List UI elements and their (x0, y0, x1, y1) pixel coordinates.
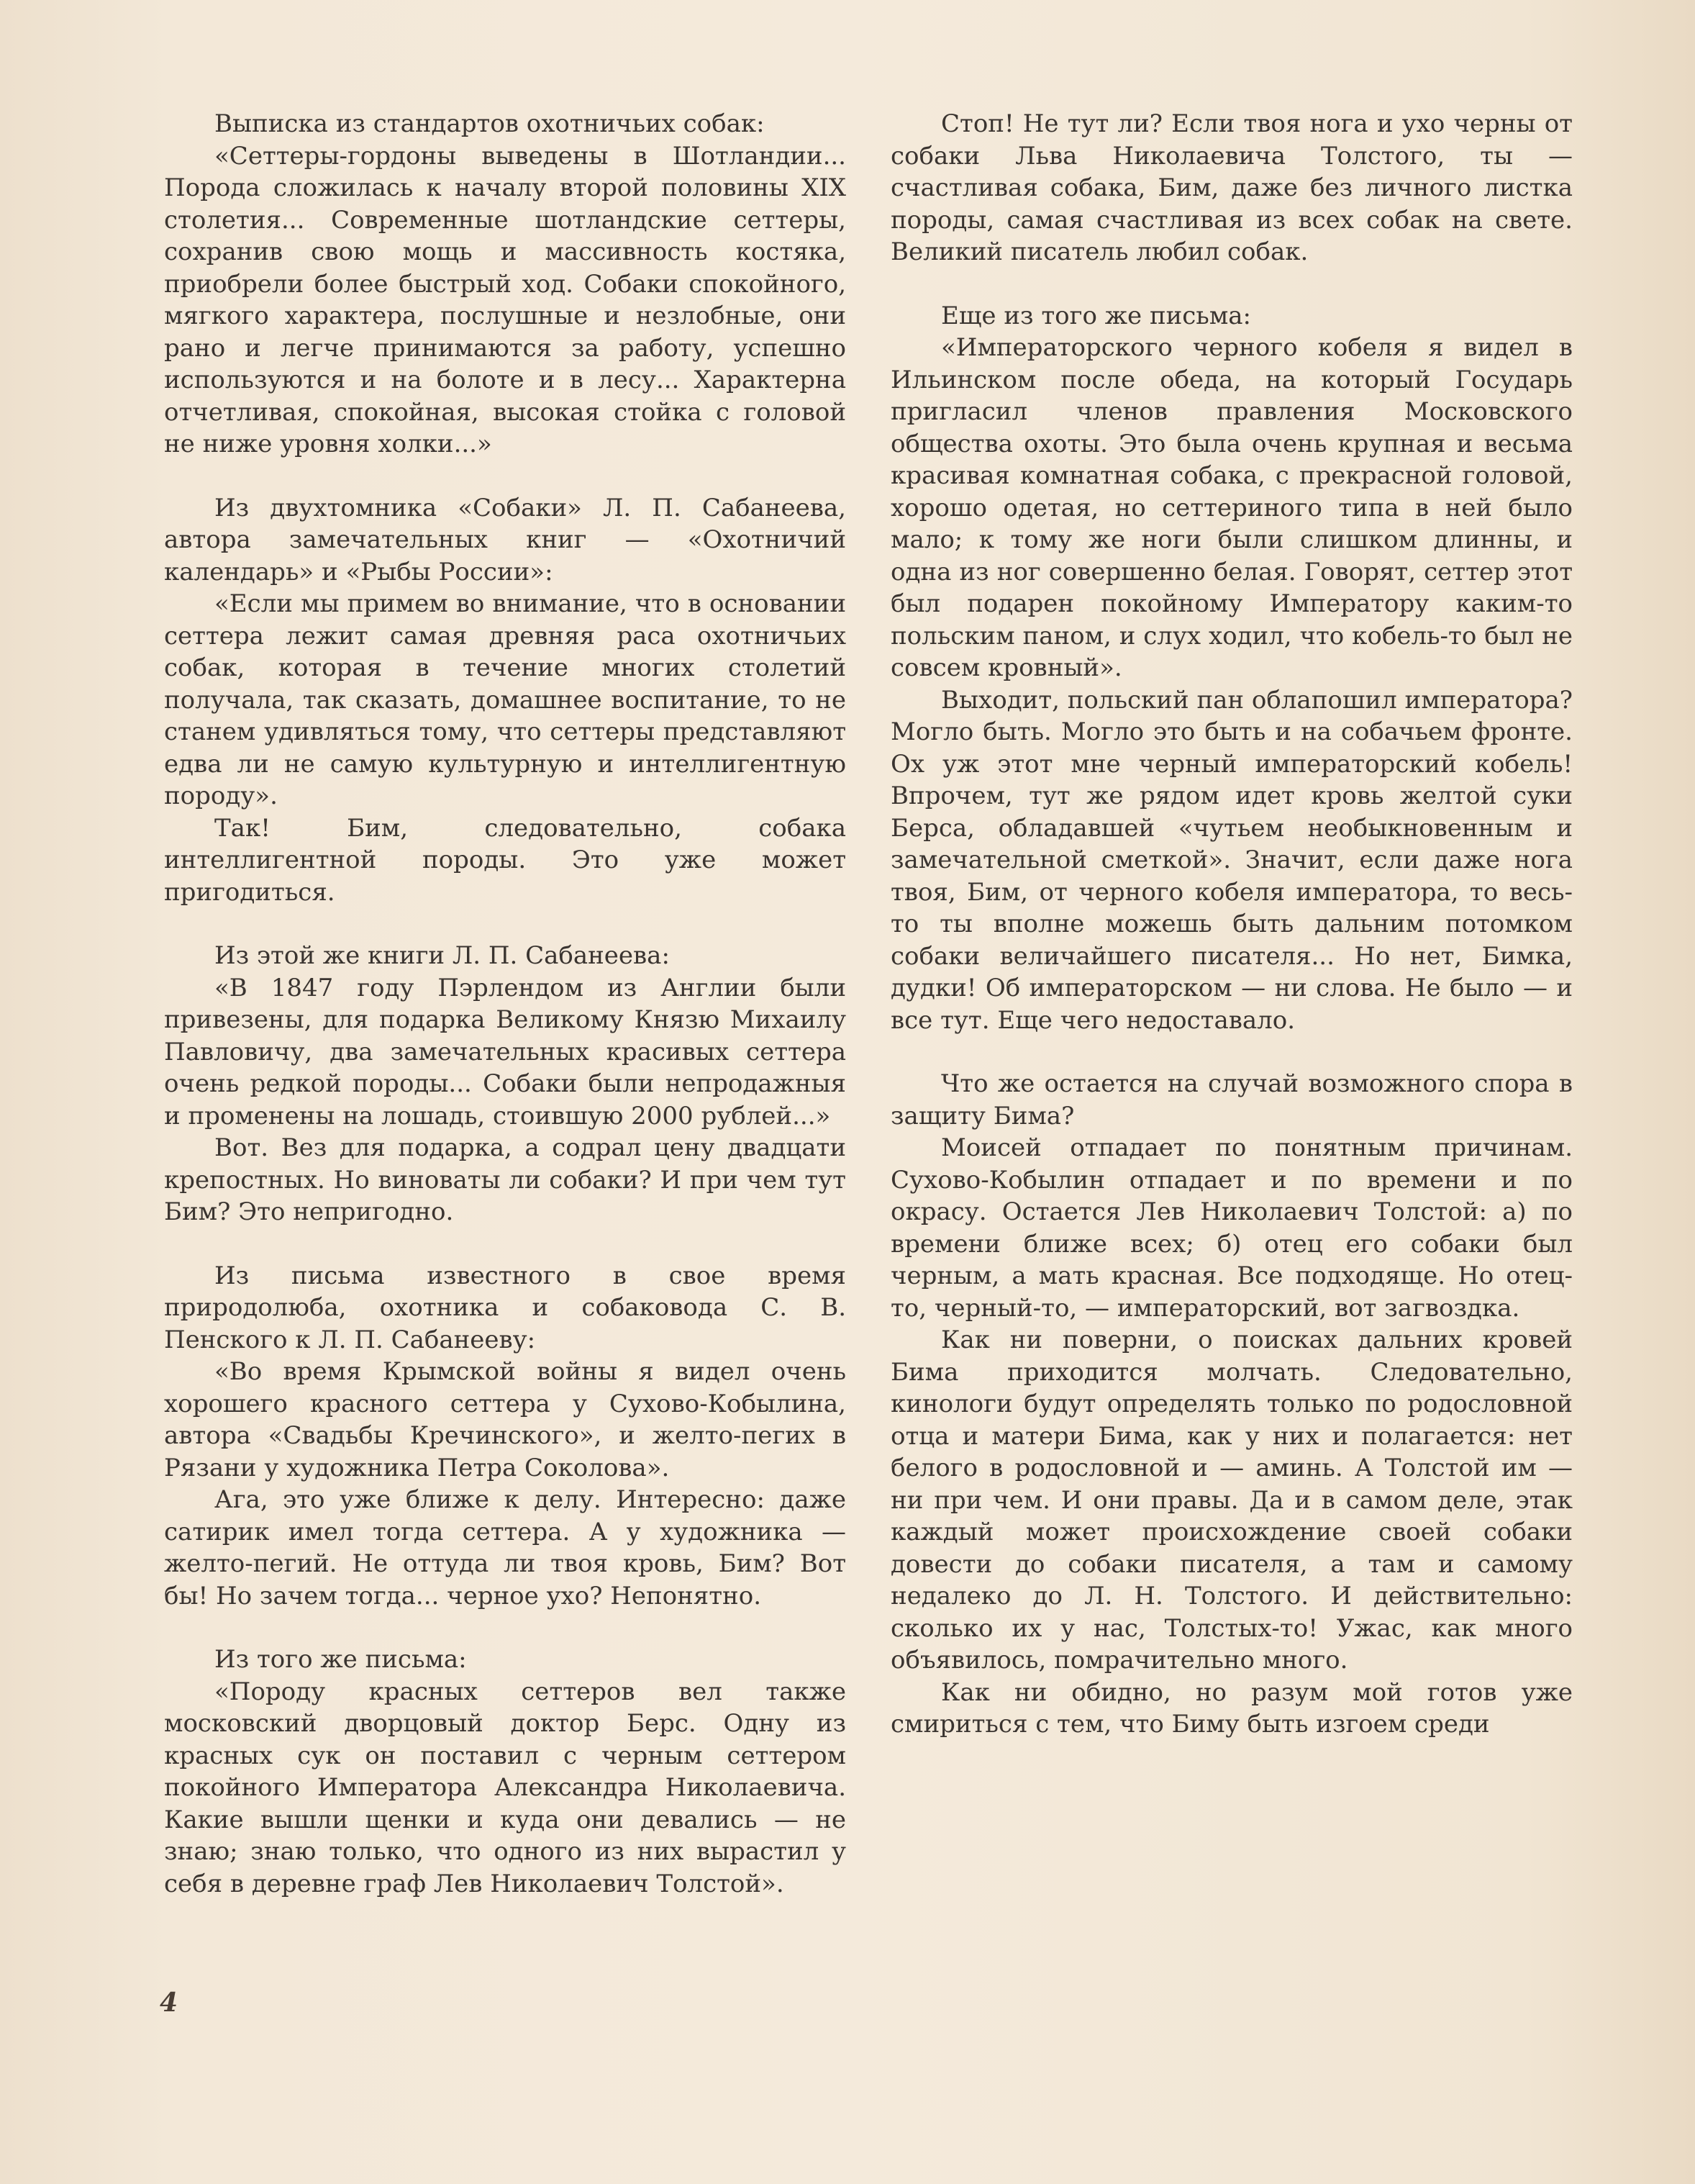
paragraph: Из того же письма: (214, 1645, 467, 1674)
paragraph: Выходит, польский пан облапошил императора? Могло быть. Могло это быть и на собачьем фронте. Ох уж этот мне черный императорский кобель! Впрочем, тут же рядом идет кровь желтой суки Берса, обладавшей «чутьем необыкновенным и замечательной сметкой». Значит, если даже нога твоя, Бим, от черного кобеля императора, то весь-то ты вполне можешь быть дальним потомком собаки величайшего писателя... Но нет, Бимка, дудки! Об императорском — ни слова. Не было — и все тут. Еще чего недоставало. (891, 685, 1573, 1035)
paragraph: «Если мы примем во внимание, что в основании сеттера лежит самая древняя раса охотничьих собак, которая в течение многих столетий получала, так сказать, домашнее воспитание, то не станем удивляться тому, что сеттеры представляют едва ли не самую культурную и интеллигентную породу». (164, 589, 846, 810)
paragraph: «Императорского черного кобеля я видел в Ильинском после обеда, на который Государь пригласил членов правления Московского общества охоты. Это была очень крупная и весьма красивая комнатная собака, с прекрасной головой, хорошо одетая, но сеттериного типа в ней было мало; к тому же ноги были слишком длинны, и одна из ног совершенно белая. Говорят, сеттер этот был подарен покойному Императору каким-то польским паном, и слух ходил, что кобель-то был не совсем кровный». (891, 333, 1573, 682)
paragraph: «Породу красных сеттеров вел также московский дворцовый доктор Берс. Одну из красных сук он поставил с черным сеттером покойного Императора Александра Николаевича. Какие вышли щенки и куда они девались — не знаю; знаю только, что одного из них вырастил у себя в деревне граф Лев Николаевич Толстой». (164, 1677, 846, 1898)
paragraph: «Во время Крымской войны я видел очень хорошего красного сеттера у Сухово-Кобылина, автора «Свадьбы Кречинского», и желто-пегих в Рязани у художника Петра Соколова». (164, 1357, 846, 1482)
paragraph: Еще из того же письма: (941, 301, 1251, 330)
paragraph: Из двухтомника «Собаки» Л. П. Сабанеева, автора замечательных книг — «Охотничий календарь» и «Рыбы России»: (164, 493, 846, 586)
paragraph: Как ни обидно, но разум мой готов уже смириться с тем, что Биму быть изгоем среди (891, 1677, 1573, 1739)
paragraph-gap (164, 1228, 846, 1260)
paragraph-gap (164, 908, 846, 940)
paragraph-gap (164, 1612, 846, 1644)
right-column (891, 108, 1573, 1741)
paragraph: Моисей отпадает по понятным причинам. Сухово-Кобылин отпадает и по времени и по окрасу. Остается Лев Николаевич Толстой: а) по времени ближе всех; б) отец его собаки был черным, а мать красная. Все подходяще. Но отец-то, черный-то, — императорский, вот загвоздка. (891, 1133, 1573, 1323)
paragraph-gap (891, 268, 1573, 300)
paragraph: Как ни поверни, о поисках дальних кровей Бима приходится молчать. Следовательно, кинологи будут определять только по родословной отца и матери Бима, как у них и полагается: нет белого в родословной и — аминь. А Толстой им — ни при чем. И они правы. Да и в самом деле, этак каждый может происхождение своей собаки довести до собаки писателя, а там и самому недалеко до Л. Н. Толстого. И действительно: сколько их у нас, Толстых-то! Ужас, как много объявилось, помрачительно много. (891, 1326, 1573, 1675)
paragraph: Стоп! Не тут ли? Если твоя нога и ухо черны от собаки Льва Николаевича Толстого, ты — счастливая собака, Бим, даже без личного листка породы, самая счастливая из всех собак на свете. Великий писатель любил собак. (891, 109, 1573, 266)
paragraph: «В 1847 году Пэрлендом из Англии были привезены, для подарка Великому Князю Михаилу Павловичу, два замечательных красивых сеттера очень редкой породы... Собаки были непродажныя и променены на лошадь, стоившую 2000 рублей...» (164, 973, 846, 1130)
page-number: 4 (160, 1988, 178, 2018)
paragraph: Что же остается на случай возможного спора в защиту Бима? (891, 1069, 1573, 1130)
paragraph: Из письма известного в свое время природолюба, охотника и собаковода С. В. Пенского к Л. П. Сабанееву: (164, 1261, 846, 1354)
left-column (164, 108, 846, 1900)
paragraph-gap (164, 461, 846, 492)
paragraph: Вот. Вез для подарка, а содрал цену двадцати крепостных. Но виноваты ли собаки? И при чем тут Бим? Это непригодно. (164, 1133, 846, 1226)
paragraph: Из этой же книги Л. П. Сабанеева: (214, 941, 670, 970)
paragraph: Выписка из стандартов охотничьих собак: (214, 109, 765, 138)
paragraph: Так! Бим, следовательно, собака интеллигентной породы. Это уже может пригодиться. (164, 813, 846, 907)
paragraph-gap (891, 1036, 1573, 1068)
paragraph: Ага, это уже ближе к делу. Интересно: даже сатирик имел тогда сеттера. А у художника — желто-пегий. Не оттуда ли твоя кровь, Бим? Вот бы! Но зачем тогда... черное ухо? Непонятно. (164, 1485, 846, 1610)
paragraph: «Сеттеры-гордоны выведены в Шотландии... Порода сложилась к началу второй половины XIX столетия... Современные шотландские сеттеры, сохранив свою мощь и массивность костяка, приобрели более быстрый ход. Собаки спокойного, мягкого характера, послушные и незлобные, они рано и легче принимаются за работу, успешно используются и на болоте и в лесу... Характерна отчетливая, спокойная, высокая стойка с головой не ниже уровня холки...» (164, 141, 846, 458)
